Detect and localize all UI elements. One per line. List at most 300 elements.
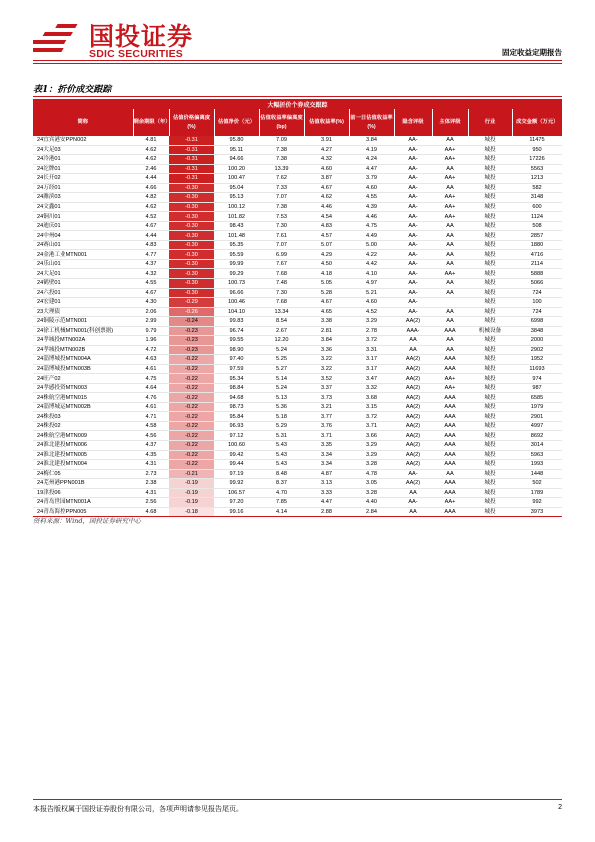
table-header-row: [33, 109, 562, 136]
header-divider-thin: [33, 63, 562, 64]
table-cell: 1979: [512, 402, 562, 412]
table-cell: 3.52: [304, 374, 349, 384]
deviation-cell: -0.30: [169, 193, 214, 203]
table-cell: 城投: [468, 240, 512, 250]
table-cell: 4.35: [133, 450, 169, 460]
table-cell: 城投: [468, 421, 512, 431]
deviation-cell: -0.31: [169, 164, 214, 174]
table-cell: 城投: [468, 383, 512, 393]
table-row: [33, 288, 562, 298]
table-cell: 4.81: [133, 136, 169, 145]
table-cell: 1789: [512, 488, 562, 498]
table-cell: 1880: [512, 240, 562, 250]
table-cell: AA: [432, 278, 468, 288]
table-row: [33, 240, 562, 250]
table-cell: AA-: [394, 193, 432, 203]
table-row: [33, 383, 562, 393]
table-cell: 4.46: [349, 212, 394, 222]
table-cell: 4.61: [133, 364, 169, 374]
table-cell: 4.63: [133, 355, 169, 365]
table-cell: 11475: [512, 136, 562, 145]
table-cell: 99.55: [214, 336, 259, 346]
deviation-cell: -0.30: [169, 231, 214, 241]
table-row: [33, 202, 562, 212]
deviation-cell: -0.22: [169, 450, 214, 460]
page-number: 2: [558, 804, 562, 811]
table-cell: 1448: [512, 469, 562, 479]
table-cell: 4.57: [304, 231, 349, 241]
deviation-cell: -0.30: [169, 212, 214, 222]
table-banner: 大幅折价个券成交跟踪: [33, 99, 562, 109]
table-cell: 城投: [468, 193, 512, 203]
column-header: 估值收益率偏离度(bp): [259, 109, 304, 136]
table-cell: 5563: [512, 164, 562, 174]
table-cell: 1952: [512, 355, 562, 365]
table-cell: 4.60: [304, 164, 349, 174]
table-cell: 7.30: [259, 221, 304, 231]
table-cell: 12.20: [259, 336, 304, 346]
table-cell: 11693: [512, 364, 562, 374]
bond-name-cell: 24万经01: [33, 183, 133, 193]
table-cell: 2.73: [133, 469, 169, 479]
table-cell: 3.72: [349, 412, 394, 422]
table-cell: 2.06: [133, 307, 169, 317]
bond-name-cell: 24孝城投MTN002A: [33, 336, 133, 346]
table-cell: 950: [512, 145, 562, 155]
table-cell: AAA: [432, 507, 468, 517]
table-cell: 4.18: [304, 269, 349, 279]
table-cell: 4.32: [304, 155, 349, 165]
table-cell: 3.33: [304, 488, 349, 498]
column-header: 隐含评级: [394, 109, 432, 136]
table-cell: 101.82: [214, 212, 259, 222]
table-cell: AA+: [432, 374, 468, 384]
table-cell: 4.52: [133, 212, 169, 222]
table-cell: 3.73: [304, 393, 349, 403]
table-cell: 3.29: [349, 450, 394, 460]
deviation-cell: -0.26: [169, 307, 214, 317]
bond-name-cell: 24中州04: [33, 231, 133, 241]
table-cell: AA+: [432, 202, 468, 212]
table-cell: AAA: [432, 488, 468, 498]
table-cell: 4.40: [349, 498, 394, 508]
table-cell: 4.83: [133, 240, 169, 250]
table-cell: 2.67: [259, 326, 304, 336]
table-row: [33, 460, 562, 470]
table-row: [33, 183, 562, 193]
table-cell: 98.73: [214, 402, 259, 412]
table-cell: 3.15: [349, 402, 394, 412]
table-cell: 5.18: [259, 412, 304, 422]
bond-name-cell: 24淄博城运MTN002B: [33, 402, 133, 412]
table-cell: 4.55: [349, 193, 394, 203]
table-cell: 3.37: [304, 383, 349, 393]
table-cell: 4.10: [349, 269, 394, 279]
table-cell: AA-: [394, 155, 432, 165]
table-row: [33, 145, 562, 155]
table-cell: 502: [512, 479, 562, 489]
table-cell: 4.14: [259, 507, 304, 517]
table-cell: [432, 298, 468, 308]
table-cell: 7.07: [259, 240, 304, 250]
table-cell: 城投: [468, 250, 512, 260]
table-cell: 4.62: [133, 155, 169, 165]
table-cell: 104.10: [214, 307, 259, 317]
table-cell: 3.13: [304, 479, 349, 489]
column-header: 主体评级: [432, 109, 468, 136]
bond-name-cell: 24株投02: [33, 421, 133, 431]
table-cell: 7.68: [259, 298, 304, 308]
table-cell: 4.29: [304, 250, 349, 260]
table-cell: AAA: [432, 326, 468, 336]
deviation-cell: -0.22: [169, 460, 214, 470]
table-cell: 4.60: [349, 298, 394, 308]
table-cell: 5.31: [259, 431, 304, 441]
table-cell: 2114: [512, 259, 562, 269]
table-cell: 4.67: [133, 288, 169, 298]
bond-name-cell: 24淮北建投MTN004: [33, 460, 133, 470]
table-cell: 5.43: [259, 460, 304, 470]
table-cell: 5.43: [259, 441, 304, 451]
table-cell: 3.91: [304, 136, 349, 145]
deviation-cell: -0.21: [169, 469, 214, 479]
table-cell: 7.09: [259, 136, 304, 145]
bond-name-cell: 24赛山01: [33, 240, 133, 250]
deviation-cell: -0.19: [169, 498, 214, 508]
table-cell: 3.68: [349, 393, 394, 403]
table-cell: AA+: [432, 383, 468, 393]
table-row: [33, 278, 562, 288]
table-row: [33, 441, 562, 451]
table-row: [33, 326, 562, 336]
table-cell: 4.47: [349, 164, 394, 174]
table-cell: AA(2): [394, 364, 432, 374]
table-cell: 6998: [512, 317, 562, 327]
table-cell: 3.71: [349, 421, 394, 431]
table-row: [33, 402, 562, 412]
table-cell: AA: [432, 345, 468, 355]
table-cell: 7.68: [259, 269, 304, 279]
table-cell: AA+: [432, 155, 468, 165]
table-cell: 2.78: [349, 326, 394, 336]
table-cell: 100.60: [214, 441, 259, 451]
table-cell: 城投: [468, 155, 512, 165]
table-cell: 4.62: [133, 145, 169, 155]
table-row: [33, 164, 562, 174]
deviation-cell: -0.22: [169, 355, 214, 365]
deviation-cell: -0.19: [169, 479, 214, 489]
table-cell: 99.29: [214, 269, 259, 279]
bond-name-cell: 24孝感投资MTN003: [33, 383, 133, 393]
deviation-cell: -0.30: [169, 240, 214, 250]
table-cell: 7.07: [259, 193, 304, 203]
table-cell: 3848: [512, 326, 562, 336]
table-cell: 3.21: [304, 402, 349, 412]
table-cell: 13.39: [259, 164, 304, 174]
table-cell: 7.67: [259, 259, 304, 269]
table-cell: 4.68: [133, 507, 169, 517]
table-cell: AA-: [394, 269, 432, 279]
table-cell: 7.33: [259, 183, 304, 193]
table-cell: 99.92: [214, 479, 259, 489]
deviation-cell: -0.22: [169, 412, 214, 422]
table-cell: AA-: [394, 259, 432, 269]
table-cell: 城投: [468, 231, 512, 241]
table-cell: 4.67: [133, 221, 169, 231]
discount-trade-table: [33, 99, 562, 517]
table-cell: 4.44: [133, 174, 169, 184]
table-row: [33, 336, 562, 346]
deviation-cell: -0.31: [169, 145, 214, 155]
table-cell: 4.30: [133, 298, 169, 308]
table-cell: 5.05: [304, 278, 349, 288]
column-header: 前一日估值收益率(%): [349, 109, 394, 136]
bond-name-cell: 24长开02: [33, 174, 133, 184]
table-cell: 城投: [468, 488, 512, 498]
table-cell: 4.78: [349, 469, 394, 479]
table-cell: AAA-: [394, 326, 432, 336]
bond-name-cell: 24旺产02: [33, 374, 133, 384]
table-cell: 96.93: [214, 421, 259, 431]
deviation-cell: -0.22: [169, 393, 214, 403]
table-cell: 4.32: [133, 269, 169, 279]
table-cell: 7.62: [259, 174, 304, 184]
table-cell: 5.36: [259, 402, 304, 412]
table-cell: 99.99: [214, 259, 259, 269]
table-cell: 99.44: [214, 460, 259, 470]
table-cell: 100.12: [214, 202, 259, 212]
table-cell: 5.07: [304, 240, 349, 250]
table-cell: 97.19: [214, 469, 259, 479]
table-cell: 4.19: [349, 145, 394, 155]
table-cell: 106.57: [214, 488, 259, 498]
table-cell: AA-: [394, 288, 432, 298]
table-cell: 3148: [512, 193, 562, 203]
table-cell: AA-: [394, 183, 432, 193]
table-cell: 城投: [468, 498, 512, 508]
table-row: [33, 374, 562, 384]
table-cell: 5.28: [304, 288, 349, 298]
table-cell: 8.54: [259, 317, 304, 327]
table-cell: 3.72: [349, 336, 394, 346]
table-cell: 4.83: [304, 221, 349, 231]
table-cell: 4.67: [304, 298, 349, 308]
table-cell: 4.82: [133, 193, 169, 203]
company-logo: [33, 14, 203, 60]
table-cell: AA(2): [394, 393, 432, 403]
table-cell: 5.29: [259, 421, 304, 431]
table-cell: 3.29: [349, 441, 394, 451]
table-cell: 3.05: [349, 479, 394, 489]
table-cell: 4.77: [133, 250, 169, 260]
table-cell: 100.46: [214, 298, 259, 308]
table-cell: 3.34: [304, 460, 349, 470]
table-cell: 987: [512, 383, 562, 393]
table-cell: AA: [394, 507, 432, 517]
table-cell: 5.43: [259, 450, 304, 460]
source-note: 资料来源：Wind，国投证券研究中心: [33, 517, 141, 525]
table-cell: 城投: [468, 469, 512, 479]
table-cell: 4.27: [304, 145, 349, 155]
table-cell: 3.76: [304, 421, 349, 431]
table-cell: 3.32: [349, 383, 394, 393]
footer-disclaimer: 本报告版权属于国投证券股份有限公司，各项声明请参见报告尾页。: [33, 805, 243, 813]
table-cell: 6.99: [259, 250, 304, 260]
table-cell: 4.52: [349, 307, 394, 317]
table-cell: 城投: [468, 355, 512, 365]
column-header: 估值价格偏离度(%): [169, 109, 214, 136]
table-cell: AA-: [394, 298, 432, 308]
header-divider: [33, 60, 562, 61]
table-cell: 4.76: [133, 393, 169, 403]
table-cell: 5.27: [259, 364, 304, 374]
table-cell: 4.65: [304, 307, 349, 317]
bond-name-cell: 24六投01: [33, 288, 133, 298]
table-cell: 城投: [468, 174, 512, 184]
table-cell: 2.56: [133, 498, 169, 508]
table-row: [33, 259, 562, 269]
table-cell: 1.96: [133, 336, 169, 346]
table-cell: 95.34: [214, 374, 259, 384]
table-cell: 17226: [512, 155, 562, 165]
table-cell: 2000: [512, 336, 562, 346]
table-cell: AA: [432, 259, 468, 269]
bond-name-cell: 24沱牌01: [33, 164, 133, 174]
table-cell: 城投: [468, 507, 512, 517]
table-cell: AA: [432, 240, 468, 250]
table-row: [33, 421, 562, 431]
table-cell: 7.53: [259, 212, 304, 222]
table-row: [33, 298, 562, 308]
table-cell: 95.59: [214, 250, 259, 260]
table-cell: 3.17: [349, 364, 394, 374]
table-cell: AA: [432, 221, 468, 231]
bond-name-cell: 23大理债: [33, 307, 133, 317]
deviation-cell: -0.23: [169, 345, 214, 355]
table-cell: AAA: [432, 393, 468, 403]
table-cell: 7.38: [259, 202, 304, 212]
column-header: 剩余期限（年）: [133, 109, 169, 136]
table-cell: 3.31: [349, 345, 394, 355]
table-cell: 城投: [468, 136, 512, 145]
table-cell: 97.40: [214, 355, 259, 365]
table-cell: AA: [394, 488, 432, 498]
deviation-cell: -0.31: [169, 155, 214, 165]
table-cell: 城投: [468, 288, 512, 298]
table-cell: 4.50: [304, 259, 349, 269]
table-cell: 98.43: [214, 221, 259, 231]
table-cell: 4.37: [133, 441, 169, 451]
table-cell: AA-: [394, 212, 432, 222]
table-cell: 97.59: [214, 364, 259, 374]
table-row: [33, 250, 562, 260]
table-cell: AA-: [394, 221, 432, 231]
table-cell: 99.16: [214, 507, 259, 517]
table-cell: 3.87: [304, 174, 349, 184]
table-cell: 2901: [512, 412, 562, 422]
table-cell: 城投: [468, 412, 512, 422]
table-cell: 4.31: [133, 488, 169, 498]
table-cell: 95.84: [214, 412, 259, 422]
table-cell: 508: [512, 221, 562, 231]
bond-name-cell: 24迪庆01: [33, 221, 133, 231]
table-cell: 100: [512, 298, 562, 308]
company-name-cn: 国投证券: [89, 22, 194, 51]
table-cell: 5888: [512, 269, 562, 279]
table-cell: 95.80: [214, 136, 259, 145]
deviation-cell: -0.22: [169, 402, 214, 412]
table-cell: 7.38: [259, 145, 304, 155]
deviation-cell: -0.22: [169, 383, 214, 393]
table-cell: 100.73: [214, 278, 259, 288]
table-body: [33, 136, 562, 517]
deviation-cell: -0.22: [169, 364, 214, 374]
table-cell: AA+: [432, 269, 468, 279]
table-cell: AA-: [394, 164, 432, 174]
table-cell: 9.79: [133, 326, 169, 336]
table-cell: 3.77: [304, 412, 349, 422]
table-cell: 3.36: [304, 345, 349, 355]
table-row: [33, 431, 562, 441]
bond-name-cell: 24文鑫01: [33, 202, 133, 212]
table-cell: 4.61: [133, 402, 169, 412]
table-row: [33, 355, 562, 365]
table-cell: 7.61: [259, 231, 304, 241]
table-cell: 3.28: [349, 460, 394, 470]
table-cell: 3.71: [304, 431, 349, 441]
table-cell: 1213: [512, 174, 562, 184]
table-cell: AAA: [432, 364, 468, 374]
table-cell: 95.35: [214, 240, 259, 250]
table-cell: AA(2): [394, 421, 432, 431]
deviation-cell: -0.30: [169, 183, 214, 193]
deviation-cell: -0.30: [169, 288, 214, 298]
table-cell: 城投: [468, 431, 512, 441]
table-cell: AA(2): [394, 355, 432, 365]
table-cell: 95.11: [214, 145, 259, 155]
table-cell: 4.49: [349, 231, 394, 241]
bond-name-cell: 24徐工机械MTN001(科创票据): [33, 326, 133, 336]
table-cell: 95.13: [214, 193, 259, 203]
table-cell: 100.20: [214, 164, 259, 174]
bond-name-cell: 24铜陵示范MTN001: [33, 317, 133, 327]
report-type: 固定收益定期报告: [502, 48, 562, 57]
table-cell: 13.34: [259, 307, 304, 317]
table-cell: 城投: [468, 221, 512, 231]
table-cell: 1124: [512, 212, 562, 222]
table-cell: 96.66: [214, 288, 259, 298]
table-row: [33, 412, 562, 422]
table-row: [33, 212, 562, 222]
table-row: [33, 136, 562, 145]
bond-name-cell: 24淮北建投MTN005: [33, 450, 133, 460]
table-cell: 101.48: [214, 231, 259, 241]
table-cell: 3.66: [349, 431, 394, 441]
table-cell: AAA: [432, 421, 468, 431]
table-cell: 城投: [468, 460, 512, 470]
table-cell: 4.46: [304, 202, 349, 212]
table-cell: 724: [512, 288, 562, 298]
table-cell: 4.56: [133, 431, 169, 441]
table-cell: 3.28: [349, 488, 394, 498]
table-cell: AAA: [432, 355, 468, 365]
table-cell: AAA: [432, 431, 468, 441]
table-cell: 100.47: [214, 174, 259, 184]
table-cell: 城投: [468, 364, 512, 374]
table-cell: AAA: [432, 450, 468, 460]
deviation-cell: -0.24: [169, 317, 214, 327]
table-cell: 城投: [468, 259, 512, 269]
